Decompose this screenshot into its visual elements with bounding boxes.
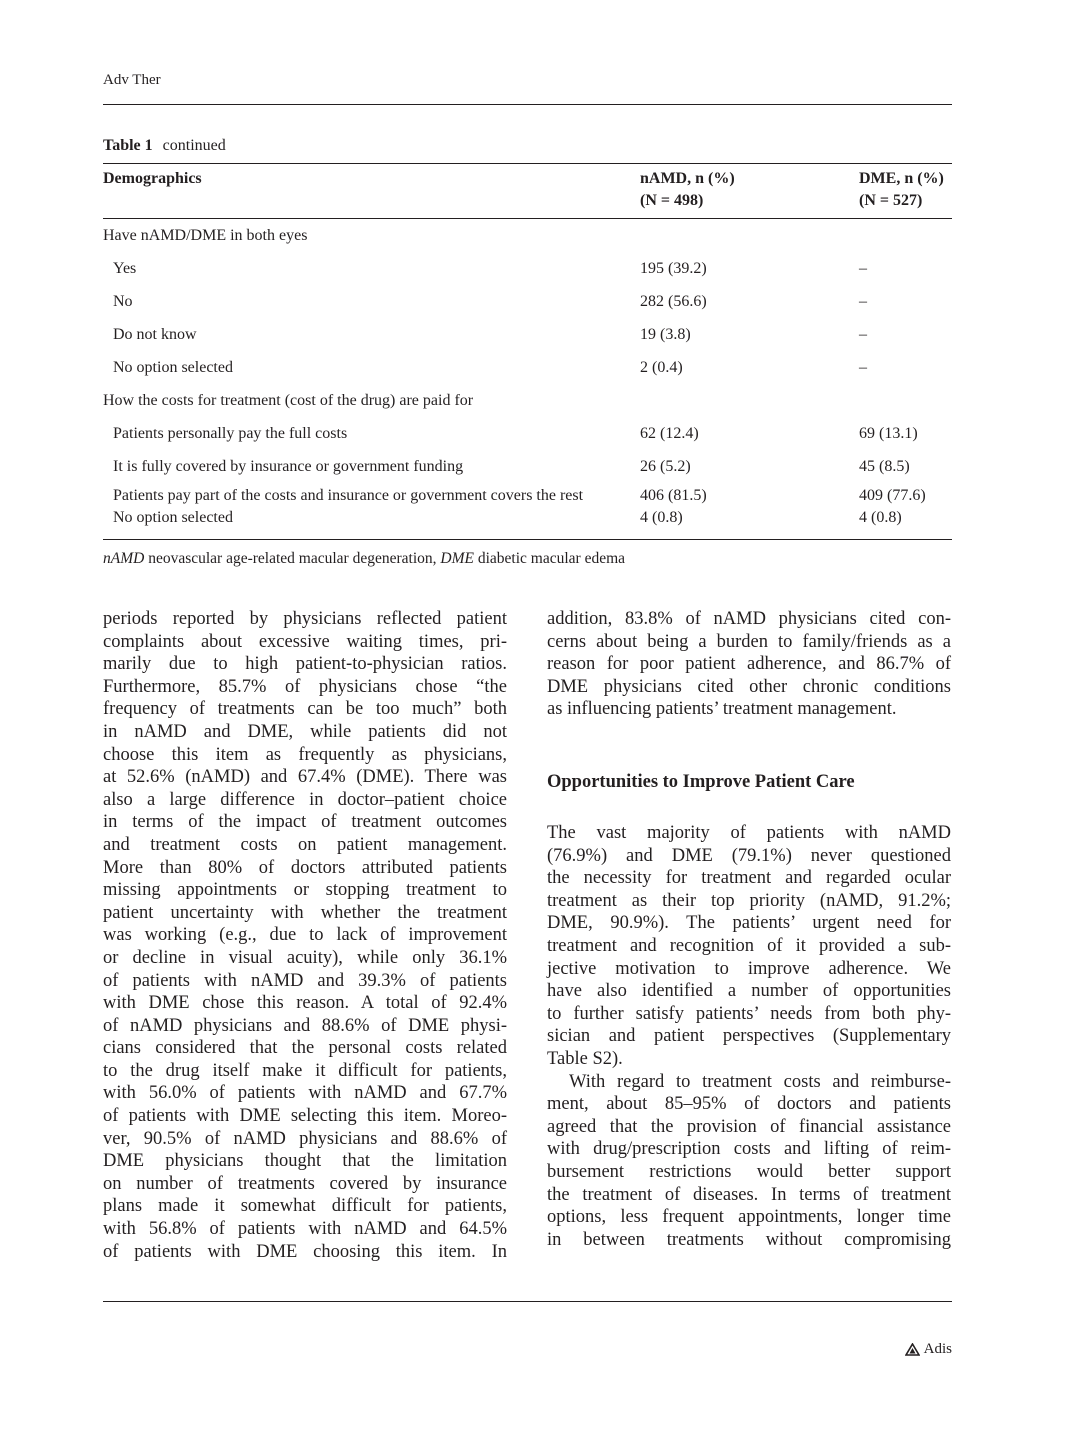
text-line: in terms of the impact of treatment outcomes (103, 812, 507, 833)
body-right-column-top (547, 608, 951, 721)
text-line: addition, 83.8% of nAMD physicians cited con- (547, 609, 951, 629)
text-line: Furthermore, 85.7% of physicians chose “the (103, 676, 507, 697)
text-line: with 56.8% of patients with nAMD and 64.5% (103, 1219, 507, 1240)
table-row: No 282 (56.6) – (113, 292, 867, 310)
text-line: cians considered that the personal costs related (103, 1038, 507, 1059)
text-line: agreed that the provision of financial assistance (547, 1116, 951, 1137)
demographics-table (103, 163, 952, 540)
text-line: in nAMD and DME, while patients did not (103, 721, 507, 742)
table-row: Have nAMD/DME in both eyes (103, 226, 308, 244)
text-line: or decline in visual acuity), while only 36.1% (103, 947, 507, 968)
text-line: in between treatments without compromising (547, 1229, 951, 1250)
text-line: choose this item as frequently as physicians, (103, 744, 507, 765)
header-rule (103, 104, 952, 105)
table-caption (103, 137, 226, 155)
col-header-namd: nAMD, n (%) (N = 498) (640, 164, 859, 219)
text-line: DME, 90.9%). The patients’ urgent need for (547, 913, 951, 934)
text-line: with DME chose this reason. A total of 92.4% (103, 993, 507, 1014)
table-caption-text: continued (162, 137, 226, 154)
adis-triangle-icon (905, 1343, 920, 1356)
text-line: (76.9%) and DME (79.1%) never questioned (547, 845, 951, 866)
body-left-column (103, 608, 507, 1263)
text-line: also a large difference in doctor–patient choice (103, 789, 507, 810)
table-caption-label: Table 1 (103, 137, 153, 154)
text-line: with drug/prescription costs and lifting of reim- (547, 1139, 951, 1160)
text-line: ver, 90.5% of nAMD physicians and 88.6% of (103, 1128, 507, 1149)
text-line: options, less frequent appointments, longer time (547, 1207, 951, 1228)
text-line: of patients with DME selecting this item. Moreo- (103, 1106, 507, 1127)
table-footnote: nAMD neovascular age-related macular degeneration, DME diabetic macular edema (103, 550, 626, 567)
text-line: sician and patient perspectives (Supplementary (547, 1026, 951, 1047)
text-line: Table S2). (547, 1048, 623, 1069)
text-line: reason for poor patient adherence, and 86.7% of (547, 654, 951, 675)
body-right-column-bottom (547, 822, 951, 1251)
text-line: treatment as their top priority (nAMD, 91.2%; (547, 890, 951, 911)
footer-rule (103, 1301, 952, 1302)
text-line: as influencing patients’ treatment management. (547, 699, 897, 720)
text-line: The vast majority of patients with nAMD (547, 823, 951, 843)
table-row: Yes 195 (39.2) – (113, 259, 867, 277)
text-line: have also identified a number of opportunities (547, 981, 951, 1002)
text-line: to the drug itself make it difficult for patients, (103, 1060, 507, 1081)
text-line: the necessity for treatment and regarded ocular (547, 868, 951, 889)
text-line: frequency of treatments can be too much” both (103, 699, 507, 720)
text-line: patient uncertainty with whether the treatment (103, 902, 507, 923)
text-line: More than 80% of doctors attributed patients (103, 857, 507, 878)
table-row: It is fully covered by insurance or government funding 26 (5.2) 45 (8.5) (113, 457, 910, 475)
journal-name: Adv Ther (103, 72, 161, 88)
text-line: ment, about 85–95% of doctors and patients (547, 1094, 951, 1115)
text-line: of patients with DME choosing this item. In (103, 1241, 507, 1262)
text-line: DME physicians thought that the limitation (103, 1151, 507, 1172)
text-line: the treatment of diseases. In terms of treatment (547, 1184, 951, 1205)
text-line: cerns about being a burden to family/friends as a (547, 631, 951, 652)
section-heading: Opportunities to Improve Patient Care (547, 772, 855, 792)
text-line: of patients with nAMD and 39.3% of patients (103, 970, 507, 991)
col-header-demographics: Demographics (103, 164, 640, 219)
text-line: was working (e.g., due to lack of improvement (103, 925, 507, 946)
text-line: on number of treatments covered by insurance (103, 1173, 507, 1194)
text-line: treatment and recognition of it provided a sub- (547, 935, 951, 956)
text-line: complaints about excessive waiting times, pri- (103, 631, 507, 652)
text-line: of nAMD physicians and 88.6% of DME physi- (103, 1015, 507, 1036)
text-line: to further satisfy patients’ needs from both phy- (547, 1003, 951, 1024)
table-row: Patients personally pay the full costs 62 (12.4) 69 (13.1) (113, 424, 918, 442)
table-row: Patients pay part of the costs and insurance or government covers the rest 406 (81.5) 409 (77.6) (113, 487, 926, 504)
text-line: and treatment costs on patient management. (103, 834, 507, 855)
text-line: at 52.6% (nAMD) and 67.4% (DME). There was (103, 767, 507, 788)
publisher-logo: Adis (905, 1341, 952, 1358)
table-row: No option selected 2 (0.4) – (113, 358, 867, 376)
text-line: marily due to high patient-to-physician ratios. (103, 654, 507, 675)
text-line: jective motivation to improve adherence. We (547, 958, 951, 979)
text-line: with 56.0% of patients with nAMD and 67.7% (103, 1083, 507, 1104)
table-row: Do not know 19 (3.8) – (113, 325, 867, 343)
text-line: missing appointments or stopping treatment to (103, 880, 507, 901)
col-header-dme: DME, n (%) (N = 527) (859, 164, 952, 219)
text-line: bursement restrictions would better support (547, 1161, 951, 1182)
text-line: DME physicians cited other chronic conditions (547, 676, 951, 697)
table-row: How the costs for treatment (cost of the drug) are paid for (103, 391, 474, 409)
table-row: No option selected 4 (0.8) 4 (0.8) (103, 509, 952, 540)
text-line: periods reported by physicians reflected patient (103, 609, 507, 629)
text-line: plans made it somewhat difficult for patients, (103, 1196, 507, 1217)
text-line: With regard to treatment costs and reimburse- (569, 1071, 951, 1092)
